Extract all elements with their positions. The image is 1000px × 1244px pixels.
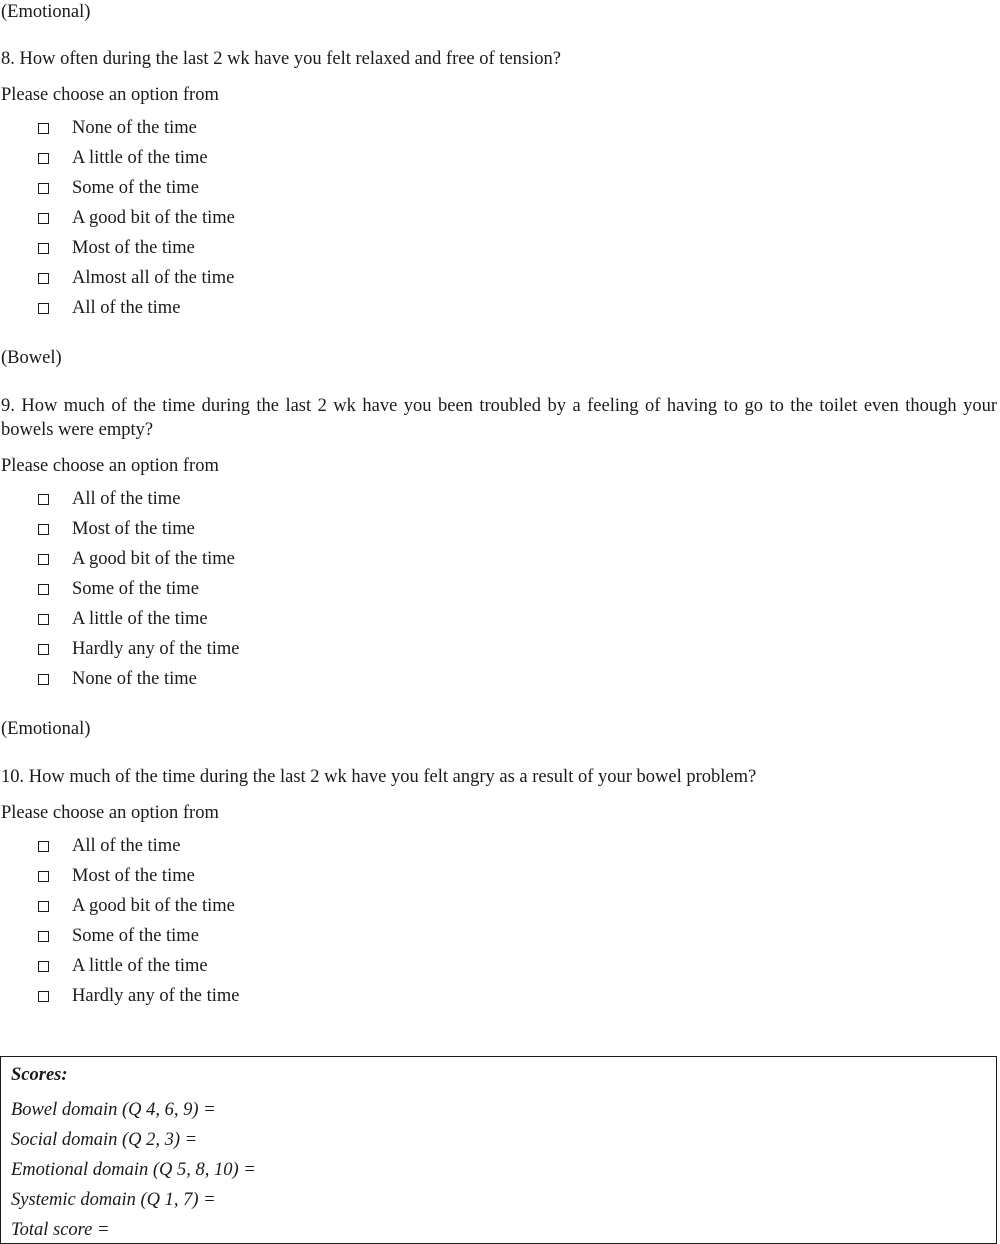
checkbox[interactable]: [38, 153, 49, 164]
option-label: A little of the time: [72, 148, 208, 168]
domain-label-q10: (Emotional): [1, 719, 91, 739]
option-label: Most of the time: [72, 866, 195, 886]
scores-title: Scores:: [11, 1065, 68, 1085]
checkbox[interactable]: [38, 991, 49, 1002]
score-line-emotional: Emotional domain (Q 5, 8, 10) =: [11, 1160, 256, 1180]
option-prompt-q8: Please choose an option from: [1, 85, 219, 105]
checkbox[interactable]: [38, 213, 49, 224]
option-label: A little of the time: [72, 956, 208, 976]
option-prompt-q9: Please choose an option from: [1, 456, 219, 476]
checkbox[interactable]: [38, 494, 49, 505]
option-label: None of the time: [72, 669, 197, 689]
option-label: Some of the time: [72, 579, 199, 599]
option-label: A good bit of the time: [72, 549, 235, 569]
checkbox[interactable]: [38, 871, 49, 882]
option-label: A good bit of the time: [72, 208, 235, 228]
option-label: Some of the time: [72, 926, 199, 946]
checkbox[interactable]: [38, 901, 49, 912]
option-label: Most of the time: [72, 519, 195, 539]
domain-label-q9: (Bowel): [1, 348, 62, 368]
checkbox[interactable]: [38, 584, 49, 595]
scores-box: [0, 1056, 997, 1244]
checkbox[interactable]: [38, 524, 49, 535]
option-label: Almost all of the time: [72, 268, 235, 288]
option-label: All of the time: [72, 298, 181, 318]
option-label: All of the time: [72, 836, 181, 856]
option-label: Most of the time: [72, 238, 195, 258]
score-line-systemic: Systemic domain (Q 1, 7) =: [11, 1190, 216, 1210]
checkbox[interactable]: [38, 123, 49, 134]
score-line-bowel: Bowel domain (Q 4, 6, 9) =: [11, 1100, 216, 1120]
option-label: None of the time: [72, 118, 197, 138]
checkbox[interactable]: [38, 644, 49, 655]
checkbox[interactable]: [38, 841, 49, 852]
option-label: Hardly any of the time: [72, 986, 240, 1006]
checkbox[interactable]: [38, 273, 49, 284]
checkbox[interactable]: [38, 183, 49, 194]
checkbox[interactable]: [38, 931, 49, 942]
option-label: All of the time: [72, 489, 181, 509]
checkbox[interactable]: [38, 243, 49, 254]
option-label: A good bit of the time: [72, 896, 235, 916]
option-label: A little of the time: [72, 609, 208, 629]
score-line-social: Social domain (Q 2, 3) =: [11, 1130, 198, 1150]
option-label: Hardly any of the time: [72, 639, 240, 659]
checkbox[interactable]: [38, 303, 49, 314]
checkbox[interactable]: [38, 674, 49, 685]
checkbox[interactable]: [38, 614, 49, 625]
option-prompt-q10: Please choose an option from: [1, 803, 219, 823]
score-line-total: Total score =: [11, 1220, 110, 1240]
question-text-q8: 8. How often during the last 2 wk have you felt relaxed and free of tension?: [1, 49, 561, 69]
checkbox[interactable]: [38, 961, 49, 972]
checkbox[interactable]: [38, 554, 49, 565]
option-label: Some of the time: [72, 178, 199, 198]
question-text-q10: 10. How much of the time during the last 2 wk have you felt angry as a result of your bowel problem?: [1, 767, 757, 787]
domain-label-q8: (Emotional): [1, 2, 91, 22]
question-text-q9: 9. How much of the time during the last 2 wk have you been troubled by a feeling of having to go to the toilet even though your bowels were empty?: [1, 396, 997, 440]
